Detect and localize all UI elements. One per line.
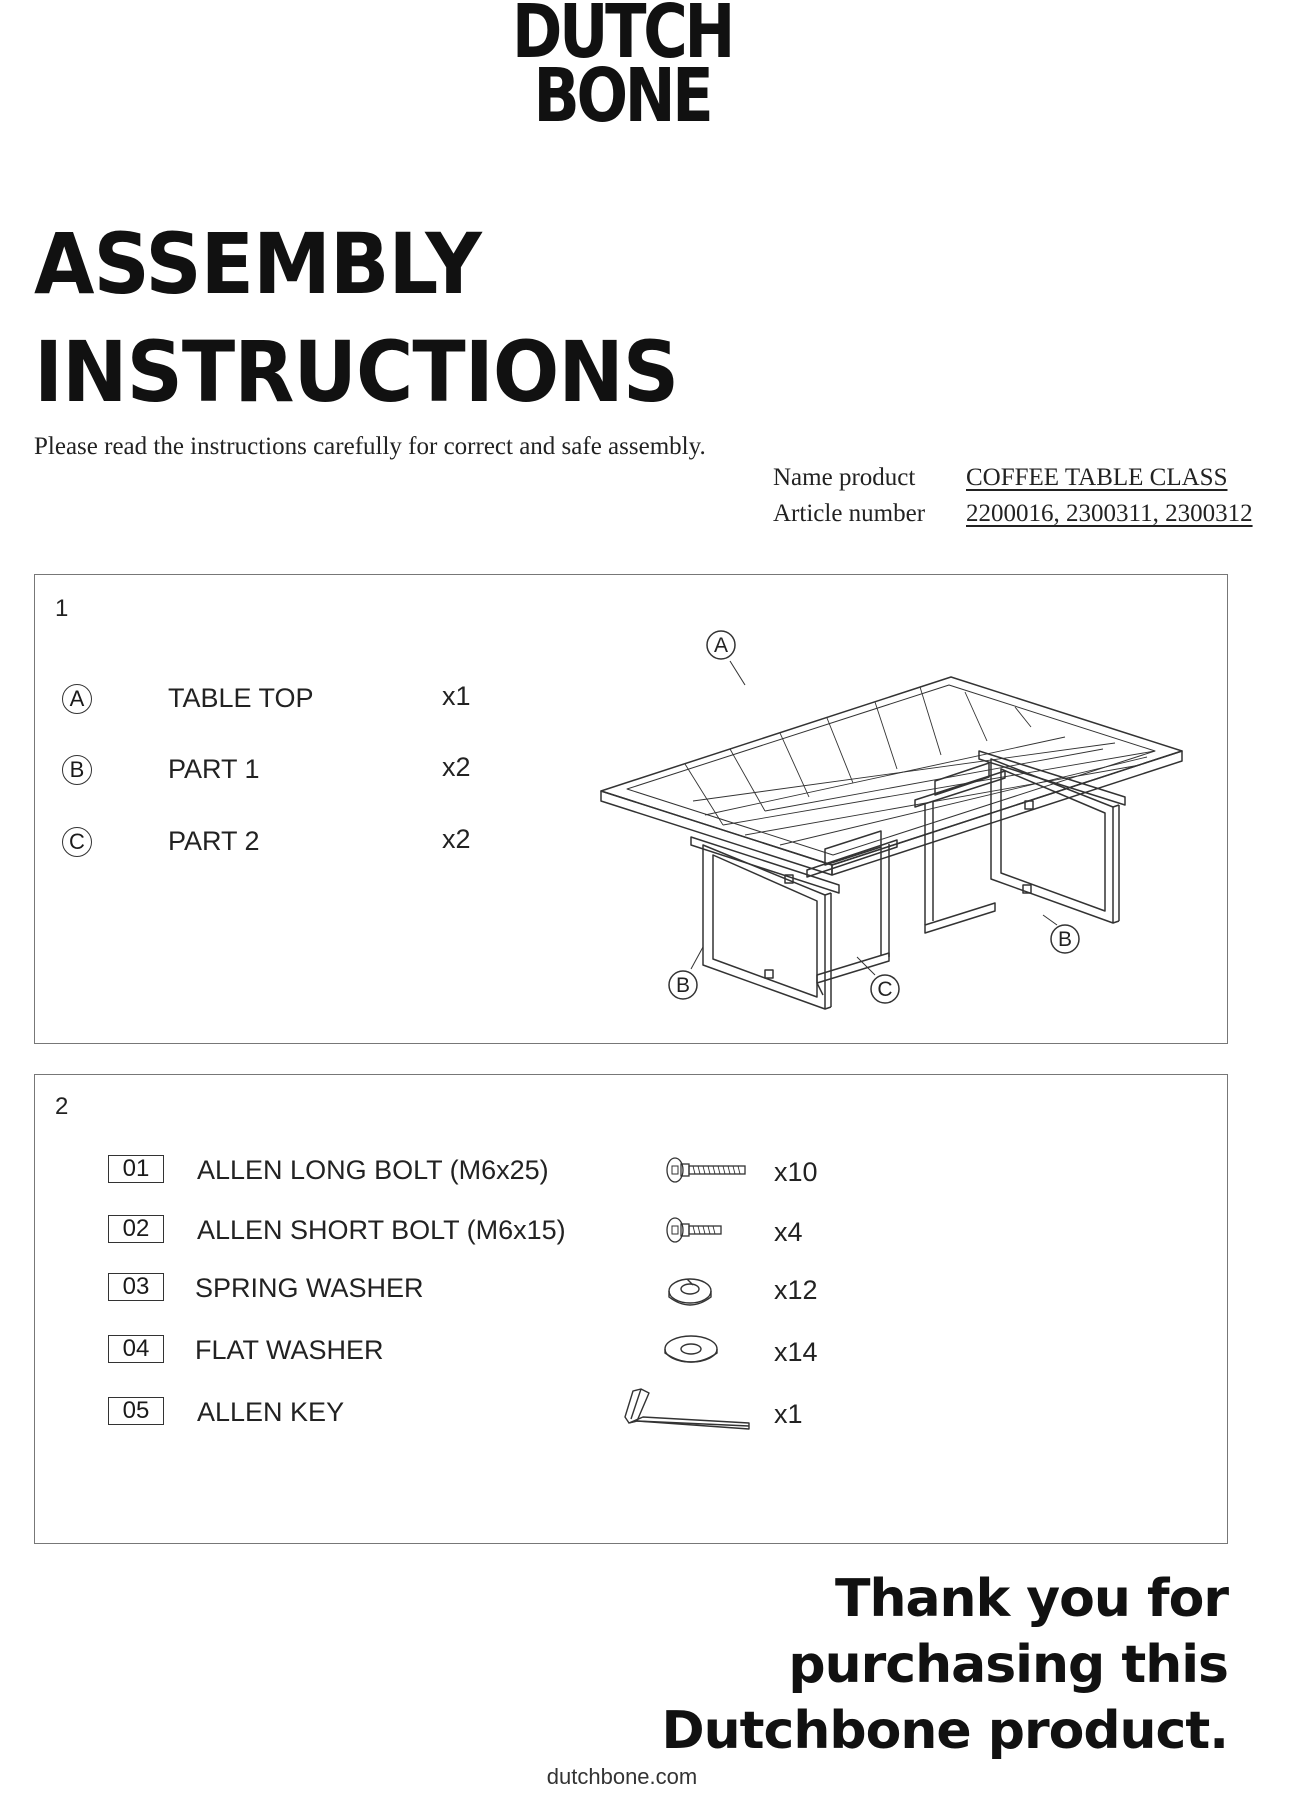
hardware-name-02: ALLEN SHORT BOLT (M6x15) bbox=[197, 1215, 566, 1245]
diagram-label-a: A bbox=[713, 634, 729, 657]
subtitle: Please read the instructions carefully for correct and safe assembly. bbox=[34, 433, 706, 460]
brand-logo bbox=[0, 0, 1244, 139]
part-b-qty: x2 bbox=[442, 752, 471, 782]
hardware-code-01: 01 bbox=[108, 1155, 164, 1183]
hardware-qty-02: x4 bbox=[774, 1217, 803, 1247]
part-b-letter: B bbox=[62, 755, 92, 785]
step-1-panel bbox=[34, 574, 1228, 1044]
flat-washer-icon bbox=[661, 1331, 721, 1371]
step-2-panel bbox=[34, 1074, 1228, 1544]
hardware-qty-05: x1 bbox=[774, 1399, 803, 1429]
thanks-line-1: Thank you for bbox=[834, 1569, 1228, 1629]
step-2-number: 2 bbox=[55, 1093, 69, 1120]
title-line-2: INSTRUCTIONS bbox=[34, 323, 679, 421]
hardware-qty-04: x14 bbox=[774, 1337, 818, 1367]
part-a-name: TABLE TOP bbox=[168, 683, 314, 713]
thank-you-message bbox=[662, 1566, 1229, 1764]
page-title bbox=[34, 210, 678, 426]
product-name-value: COFFEE TABLE CLASS bbox=[966, 464, 1228, 491]
logo-line-1: DUTCH bbox=[512, 0, 732, 75]
product-info bbox=[773, 460, 1253, 532]
article-number-label: Article number bbox=[773, 500, 926, 527]
part-a-letter: A bbox=[62, 684, 92, 714]
hardware-name-05: ALLEN KEY bbox=[197, 1397, 345, 1427]
hardware-code-05: 05 bbox=[108, 1397, 164, 1425]
hardware-qty-01: x10 bbox=[774, 1157, 818, 1187]
part-c-left-drawing bbox=[807, 831, 897, 995]
article-number-value: 2200016, 2300311, 2300312 bbox=[966, 500, 1253, 527]
hardware-code-04: 04 bbox=[108, 1335, 164, 1363]
product-name-label: Name product bbox=[773, 464, 916, 491]
hardware-name-03: SPRING WASHER bbox=[195, 1273, 424, 1303]
part-c-qty: x2 bbox=[442, 824, 471, 854]
long-bolt-icon bbox=[663, 1155, 751, 1185]
article-number-row bbox=[773, 496, 1253, 532]
spring-washer-icon bbox=[665, 1273, 717, 1313]
diagram-label-c: C bbox=[877, 978, 893, 1001]
hardware-name-04: FLAT WASHER bbox=[195, 1335, 384, 1365]
part-a-qty: x1 bbox=[442, 681, 471, 711]
product-name-row bbox=[773, 460, 1253, 496]
exploded-table-diagram bbox=[595, 625, 1195, 1025]
hardware-qty-03: x12 bbox=[774, 1275, 818, 1305]
thanks-line-2: purchasing this bbox=[788, 1635, 1228, 1695]
diagram-label-b-right: B bbox=[1057, 928, 1073, 951]
hardware-code-02: 02 bbox=[108, 1215, 164, 1243]
hardware-code-03: 03 bbox=[108, 1273, 164, 1301]
table-top-drawing bbox=[601, 677, 1182, 875]
diagram-label-b-left: B bbox=[675, 974, 691, 997]
part-c-letter: C bbox=[62, 827, 92, 857]
step-1-number: 1 bbox=[55, 595, 69, 622]
allen-key-icon bbox=[619, 1385, 755, 1435]
logo-line-2: BONE bbox=[533, 53, 711, 139]
part-b-name: PART 1 bbox=[168, 754, 260, 784]
hardware-name-01: ALLEN LONG BOLT (M6x25) bbox=[197, 1155, 549, 1185]
website-url: dutchbone.com bbox=[546, 1764, 698, 1789]
part-c-name: PART 2 bbox=[168, 826, 260, 856]
short-bolt-icon bbox=[663, 1215, 727, 1245]
title-line-1: ASSEMBLY bbox=[34, 215, 481, 313]
thanks-line-3: Dutchbone product. bbox=[661, 1701, 1228, 1761]
